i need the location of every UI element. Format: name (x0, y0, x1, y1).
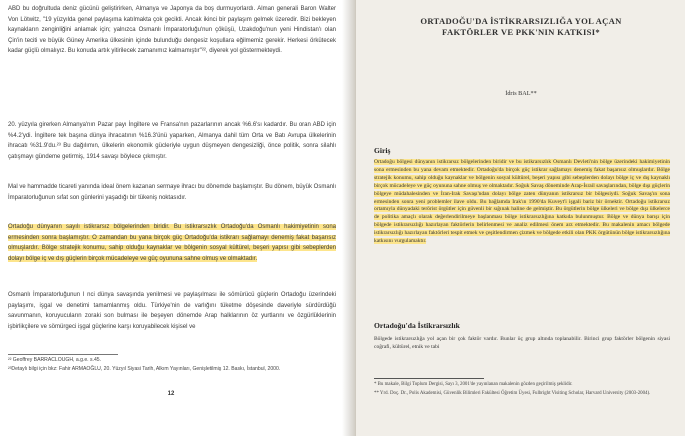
footnote-star: * Bu makale, Bilgi Toplum Dergisi, Sayı 3, 2001'de yayınlanan makalenin gözden geçirilmiş şeklidir. (374, 382, 573, 387)
paragraph-4-highlighted (8, 222, 336, 264)
heading-giris: Giriş (374, 146, 391, 155)
paragraph-3: Mal ve hammadde ticareti yanında ideal önem kazanan sermaye ihracı bu dönemde başlamıştır. Bu dönem, büyük Osmanlı İmparatorluğunun sıfat son günlerini yaşadığı bir tükeniş noktasıdır. (8, 184, 336, 201)
footnote-separator (374, 378, 484, 379)
left-document-page (0, 0, 342, 436)
page-number: 12 (167, 391, 175, 397)
footnote-23: ²³Detaylı bilgi için bkz: Fahir ARMAOĞLU, 20. Yüzyıl Siyasi Tarih, Alkım Yayınları, Genişletilmiş 12. Baskı, İstanbul, 2000. (8, 366, 281, 372)
paragraph-1: ABD bu doğrultuda deniz gücünü geliştirirken, Almanya ve Japonya da boş durmuyorlardı. Alman generali Baron Walter Von Lötwitz, "19 yüzyılda genel paylaşıma katılmakta çok gecikti. Ancak ikinci bir paylaşım gelmek üzeredir. Bizi bekleyen kaynakların zenginliğini anlamak için; yalnızca Osmanlı İmparatorluğu'nun çöküşü, Uzakdoğu'nun yeni Hindistan'ı olan Çin'in teciti ve büyük Güney Amerika ülkesinin içinde bulunduğu dengesiz koşullara eğilmemiz gerekir. Herkesi örkütecek kadar güçlü olmalıyız. Bu konuda artık yitirilecek zamanımız kalmamıştır"²², diyerek yol göstermekteydi. (8, 6, 336, 55)
intro-paragraph (374, 159, 670, 246)
article-title-line-1: ORTADOĞU'DA İSTİKRARSIZLIĞA YOL AÇAN (420, 16, 622, 26)
highlighted-text: Ortadoğu bölgesi dünyanın istikrarsız bölgelerinden biridir ve bu istikrarsızlık Osmanlı Devleti'nin bölge üzerindeki hakimiyetinin sona ermesinden bu yana devam etmektedir. Ortadoğu'da birçok güç istikrar sağlamayı denemiş fakat başarısız olmuşlardır. Bölge stratejik konumu, sahip olduğu kaynaklar ve bölgenin sosyal kültürel, beşeri yapısı gibi sebeplerden dolayı bölge iç ve dış kaynaklı birçok mücadeleye ve güç oyununa sahne olmuş ve olmaktadır. Soğuk Savaş döneminde Arap-İsrail savaşlarından, bölge dışı güçlerin bölgeye müdahalesinden ve İran-Irak Savaşı'ndan dolayı bölge zaten dünyanın istikrarsız bir bölgesiydi. Soğuk Savaş'ın sona ermesinden sonra yeni problemler ilave oldu. Bu bağlamda Irak'ın 1990'da Kuveyt'i işgali bariz bir örnektir. Ortadoğu istikrarsız ortamıyla dünyadaki terörist örgütler için güvenli bir sığınak haline de gelmiştir. Bu örgütlerin bölge ülkeleri ve bölge dışı ülkelerce de politika amaçlı olarak değerlendirilmeye başlanması bölge istikrarsızlığına katkıda bulunmuştur. Bölge ve dünya barışı için bölgede istikrarsızlığı hazırlayan faktörlerin belirlenmesi ve analiz edilmesi önem arz etmektedir. Bu makalenin amacı bölgede istikrarsızlığı hazırlayan faktörleri tespit etmek ve çeşitlendirmen çizmek ve bölgede etkili olan PKK örgütünün bölge istikrarsızlığına katkısını vurgulamaktır. (374, 159, 670, 245)
article-title-line-2: FAKTÖRLER VE PKK'NIN KATKISI* (442, 27, 600, 37)
footnote-double-star: ** Yrd. Doç. Dr., Polis Akademisi, Güvenlik Bilimleri Fakültesi Öğretim Üyesi, Fulbright Visiting Scholar, Harvard University (2003-2004). (374, 391, 651, 396)
book-gutter (342, 0, 355, 436)
paragraph-5: Osmanlı İmparatorluğunun I nci dünya savaşında yenilmesi ve paylaşılması ile sömürücü güçlerin Ortadoğu üzerindeki paylaşımı, işgal ve denetimi tamamlanmış oldu. Türkiye'nin de varlığını tüketme döşesinde daveriyle sürdürdüğü savunmanın, koruyucuların zoraki son bulması ile beşeyen dönemde Arap halklarının öz yurtlarını ve özgürlüklerinin işbirlikçilere ve sömürgeci işgal güçlerine karşı koruyabilecek kişisel ve (8, 292, 336, 330)
paragraph-2: 20. yüzyıla girerken Almanya'nın Pazar payı İngiltere ve Fransa'nın pazarlarının ancak %6.6'sı kadardır. Bu oran ABD için %4.2'ydi. İngiltere tek başına dünya ihracatının %16.3'ünü yaparken, Almanya dahil tüm Orta ve Batı Avrupa ülkelerinin ihracatı %31.9'du.²³ Bu dağılımın, ülkelerin ekonomik gücleriyle uygun düşmeyen dengesizliği, önce politik, sonra silahlı çatışmayı gündeme getirmiş, 1914 savaşı böylece çıkmıştır. (8, 122, 336, 160)
right-document-page (355, 0, 685, 436)
section-paragraph: Bölgede istikrarsızlığa yol açan bir çok faktör vardır. Bunlar üç grup altında toplanabilir. Birinci grup faktörler bölgenin siyasi coğrafi, kültürel, etnik ve tabi (374, 336, 670, 350)
highlighted-text: Ortadoğu dünyanın sayılı istikrarsız bölgelerinden biridir. Bu istikrarsızlık Ortadoğu'da Osmanlı hakimiyetinin sona ermesinden sonra başlamıştır. O zamandan bu yana birçok güç Ortadoğu'da istikrarı sağlamayı denemiş fakat başarısız olmuşlardır. Bölge stratejik konumu, sahip olduğu kaynaklar ve bölgenin sosyal kültürel, beşeri yapısı gibi sebeplerden dolayı bölge iç ve dış güçlerin birçok mücadeleye ve güç oyununa sahne olmuş ve olmaktadır. (8, 224, 336, 262)
heading-section: Ortadoğu'da İstikrarsızlık (374, 321, 460, 330)
footnote-22: ²² Geoffrey BARRACLOUGH, a.g.e. s.45. (8, 357, 102, 363)
footnote-separator (8, 354, 118, 355)
author-name: İdris BAL** (505, 90, 537, 97)
